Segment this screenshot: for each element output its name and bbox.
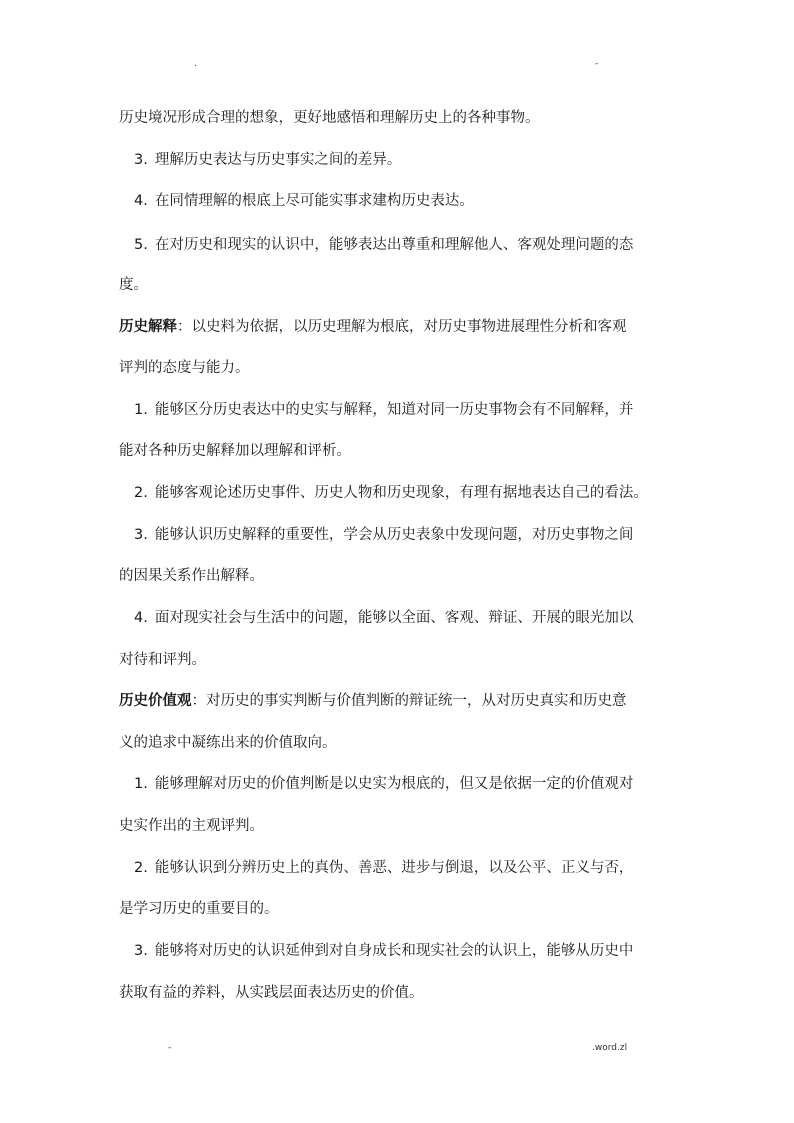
text-line: 度。: [119, 277, 148, 293]
list-item-text: 能够认识到分辨历史上的真伪、善恶、进步与倒退，以及公平、正义与否，: [154, 860, 634, 876]
list-item: [134, 483, 714, 503]
header-left-mark: .: [194, 59, 197, 69]
list-number: 4.: [134, 193, 148, 209]
list-item: [134, 858, 714, 878]
list-item-text: 在对历史和现实的认识中，能够表达出尊重和理解他人、客观处理问题的态: [154, 237, 634, 253]
list-number: 1.: [134, 402, 148, 418]
list-item: [134, 191, 679, 211]
text-line: 能对各种历史解释加以理解和评析。: [119, 443, 351, 459]
list-item: [134, 150, 679, 170]
list-number: 3.: [134, 527, 148, 543]
text-line: 对待和评判。: [119, 652, 206, 668]
list-item-text: 在同情理解的根底上尽可能实事求建构历史表达。: [154, 193, 474, 209]
list-item-text: 能够理解对历史的价值判断是以史实为根底的，但又是依据一定的价值观对: [154, 776, 634, 792]
list-item: [134, 525, 679, 545]
text-line: 是学习历史的重要目的。: [119, 901, 279, 917]
list-item-text: 理解历史表达与历史事实之间的差异。: [154, 152, 402, 168]
list-item: [134, 235, 679, 255]
header-right-mark: -: [595, 59, 599, 69]
section-heading-line: [119, 317, 679, 337]
list-number: 2.: [134, 860, 148, 876]
list-item: [134, 608, 679, 628]
list-item: [134, 941, 679, 961]
list-number: 3.: [134, 943, 148, 959]
text-line: 的因果关系作出解释。: [119, 568, 264, 584]
footer-left-mark: -: [168, 1043, 172, 1053]
text-line: 义的追求中凝练出来的价值取向。: [119, 735, 337, 751]
section-definition: ：以史料为依据，以历史理解为根底，对历史事物进展理性分析和客观: [177, 319, 627, 335]
list-item-text: 能够认识历史解释的重要性，学会从历史表象中发现问题，对历史事物之间: [154, 527, 634, 543]
text-line: 评判的态度与能力。: [119, 360, 250, 376]
list-number: 2.: [134, 485, 148, 501]
list-number: 1.: [134, 776, 148, 792]
list-item-text: 能够区分历史表达中的史实与解释，知道对同一历史事物会有不同解释，并: [154, 402, 634, 418]
list-item-text: 能够客观论述历史事件、历史人物和历史现象，有理有据地表达自己的看法。: [154, 485, 648, 501]
list-item: [134, 774, 679, 794]
list-number: 5.: [134, 237, 148, 253]
list-item-text: 能够将对历史的认识延伸到对自身成长和现实社会的认识上，能够从历史中: [154, 943, 634, 959]
section-definition: ：对历史的事实判断与价值判断的辩证统一，从对历史真实和历史意: [191, 693, 627, 709]
section-heading-line: [119, 691, 679, 711]
section-keyword: 历史解释: [119, 319, 177, 335]
list-number: 4.: [134, 610, 148, 626]
list-item-text: 面对现实社会与生活中的问题，能够以全面、客观、辩证、开展的眼光加以: [154, 610, 634, 626]
section-keyword: 历史价值观: [119, 693, 192, 709]
footer-right-mark: .word.zl: [592, 1043, 628, 1053]
text-line: 获取有益的养料，从实践层面表达历史的价值。: [119, 985, 424, 1001]
list-item: [134, 400, 679, 420]
text-line: 历史境况形成合理的想象，更好地感悟和理解历史上的各种事物。: [119, 110, 540, 126]
list-number: 3.: [134, 152, 148, 168]
text-line: 史实作出的主观评判。: [119, 818, 264, 834]
